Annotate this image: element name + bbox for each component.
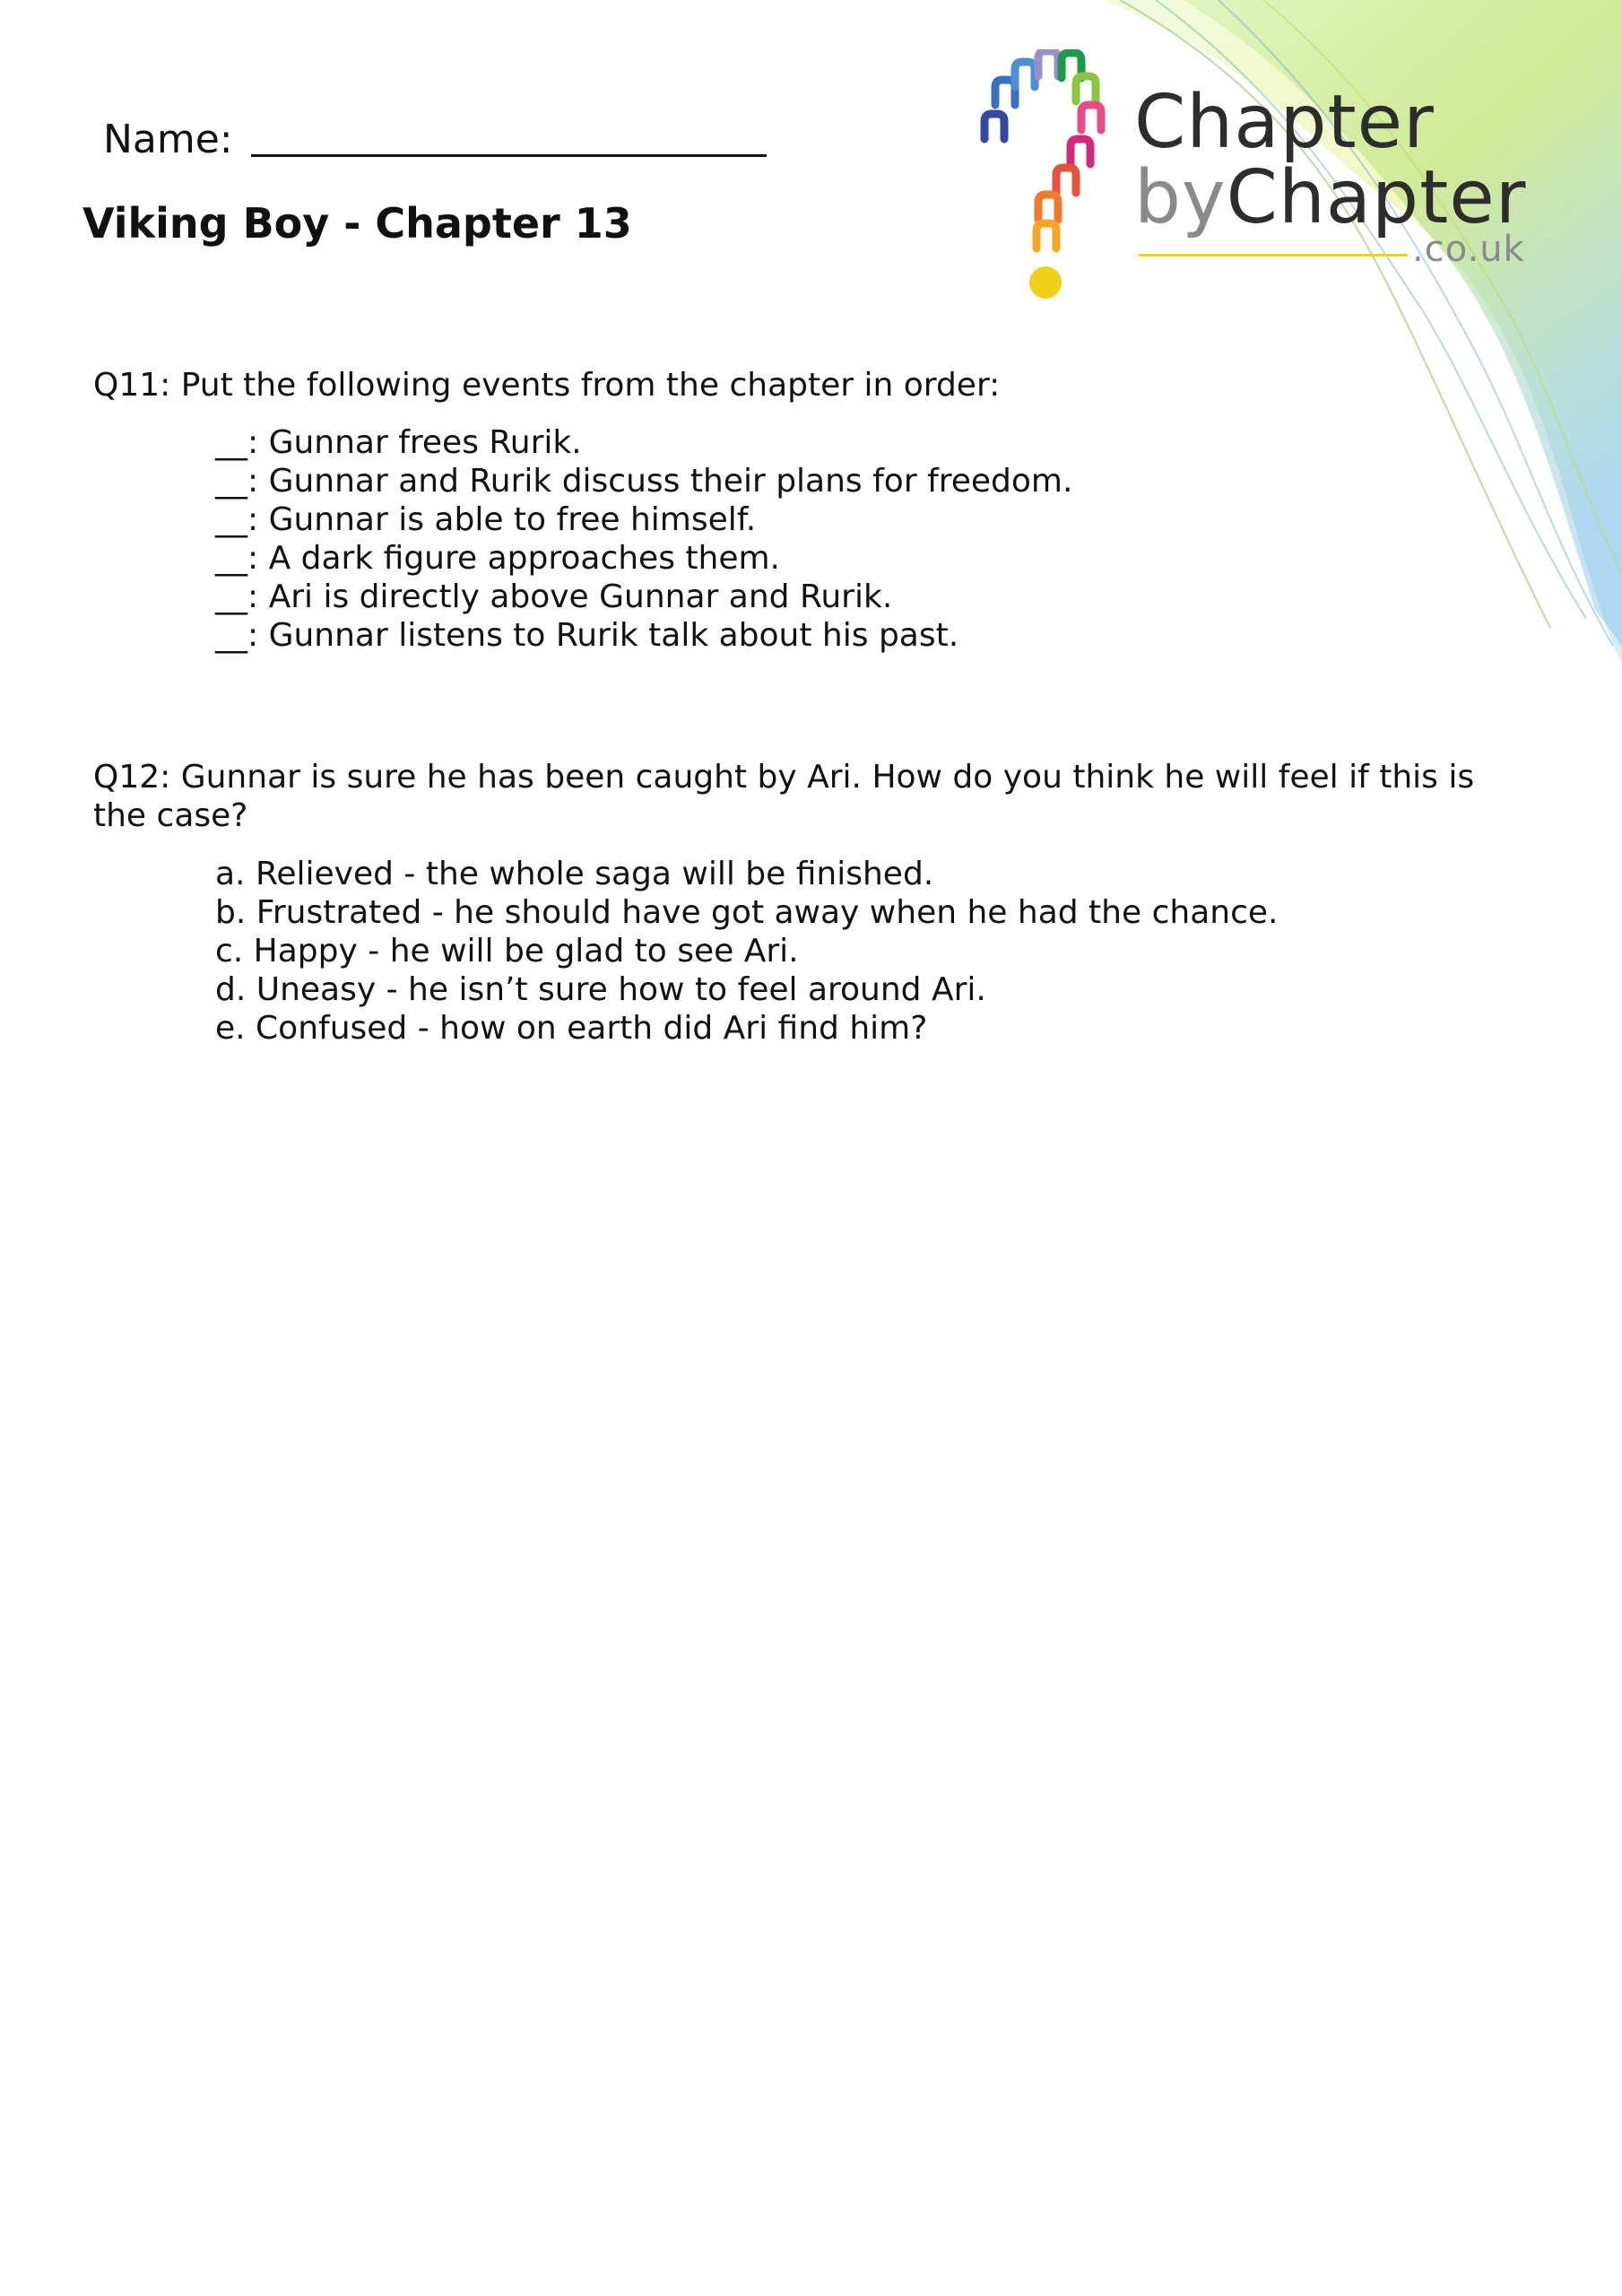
logo-underline [1139,254,1408,257]
q11-event-item: __: Gunnar is able to free himself. [215,501,757,538]
q12-option-item: d. Uneasy - he isn’t sure how to feel around Ari. [215,971,986,1008]
logo-word-bychapter: byChapter [1134,155,1527,240]
q11-event-item: __: Gunnar frees Rurik. [215,424,582,461]
q11-event-item: __: Ari is directly above Gunnar and Rurik. [215,578,893,615]
logo-word-chapter: Chapter [1134,80,1435,165]
logo-dot [1029,266,1062,299]
q12-option-item: a. Relieved - the whole saga will be finished. [215,856,934,892]
q12-prompt: Q12: Gunnar is sure he has been caught by Ari. How do you think he will feel if this is the case? [93,759,1475,834]
q11-event-item: __: A dark figure approaches them. [215,540,780,577]
q11-event-list [215,423,1072,655]
name-write-line [251,154,767,157]
q12-option-item: e. Confused - how on earth did Ari find him? [215,1010,928,1047]
q11-event-item: __: Gunnar and Rurik discuss their plans for freedom. [215,463,1073,500]
question-mark-books-icon [959,49,1139,318]
q11-event-item: __: Gunnar listens to Rurik talk about his past. [215,617,959,654]
q12-option-item: b. Frustrated - he should have got away when he had the chance. [215,894,1279,931]
q12-option-item: c. Happy - he will be glad to see Ari. [215,933,799,970]
name-field-row [103,117,767,162]
name-label: Name: [103,117,233,162]
logo-domain: .co.uk [1412,229,1525,270]
q12-option-list [215,855,1278,1048]
chapter-by-chapter-logo [959,49,1533,318]
q11-prompt: Q11: Put the following events from the chapter in order: [93,367,1001,404]
worksheet-title: Viking Boy - Chapter 13 [82,199,632,248]
